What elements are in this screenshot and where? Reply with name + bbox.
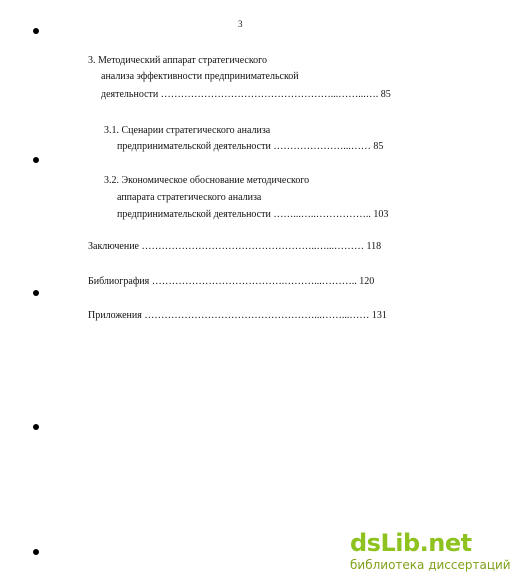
binding-hole-mark xyxy=(33,290,39,296)
dslib-subtitle: библиотека диссертаций xyxy=(350,558,511,572)
toc-entry-3-1-heading: 3.1. Сценарии стратегического анализа xyxy=(104,125,271,136)
toc-entry-3-2-page: предпринимательской деятельности ……...…..…………….. 103 xyxy=(117,209,389,220)
toc-entry-bibliography: Библиография ………………………………….………...……….. 120 xyxy=(88,276,375,287)
toc-entry-appendices: Приложения ……………………………………………...……...…… 131 xyxy=(88,310,387,321)
dslib-logo: dsLib.net xyxy=(350,529,472,557)
page-number: 3 xyxy=(238,19,243,29)
toc-entry-3-1-page: предпринимательской деятельности …………………...…… 85 xyxy=(117,141,384,152)
toc-entry-3-continuation: анализа эффективности предпринимательской xyxy=(101,71,299,82)
binding-hole-mark xyxy=(33,424,39,430)
toc-entry-3-heading: 3. Методический аппарат стратегического xyxy=(88,55,268,66)
binding-hole-mark xyxy=(33,28,39,34)
dslib-watermark xyxy=(350,529,511,582)
toc-entry-conclusion: Заключение ……………………………………………..…...……… 118 xyxy=(88,241,382,252)
binding-hole-mark xyxy=(33,549,39,555)
toc-entry-3-page: деятельности ……………………………………………...……...…. 85 xyxy=(101,89,391,100)
toc-entry-3-2-heading: 3.2. Экономическое обоснование методического xyxy=(104,175,310,186)
toc-entry-3-2-continuation: аппарата стратегического анализа xyxy=(117,192,262,203)
binding-hole-mark xyxy=(33,157,39,163)
